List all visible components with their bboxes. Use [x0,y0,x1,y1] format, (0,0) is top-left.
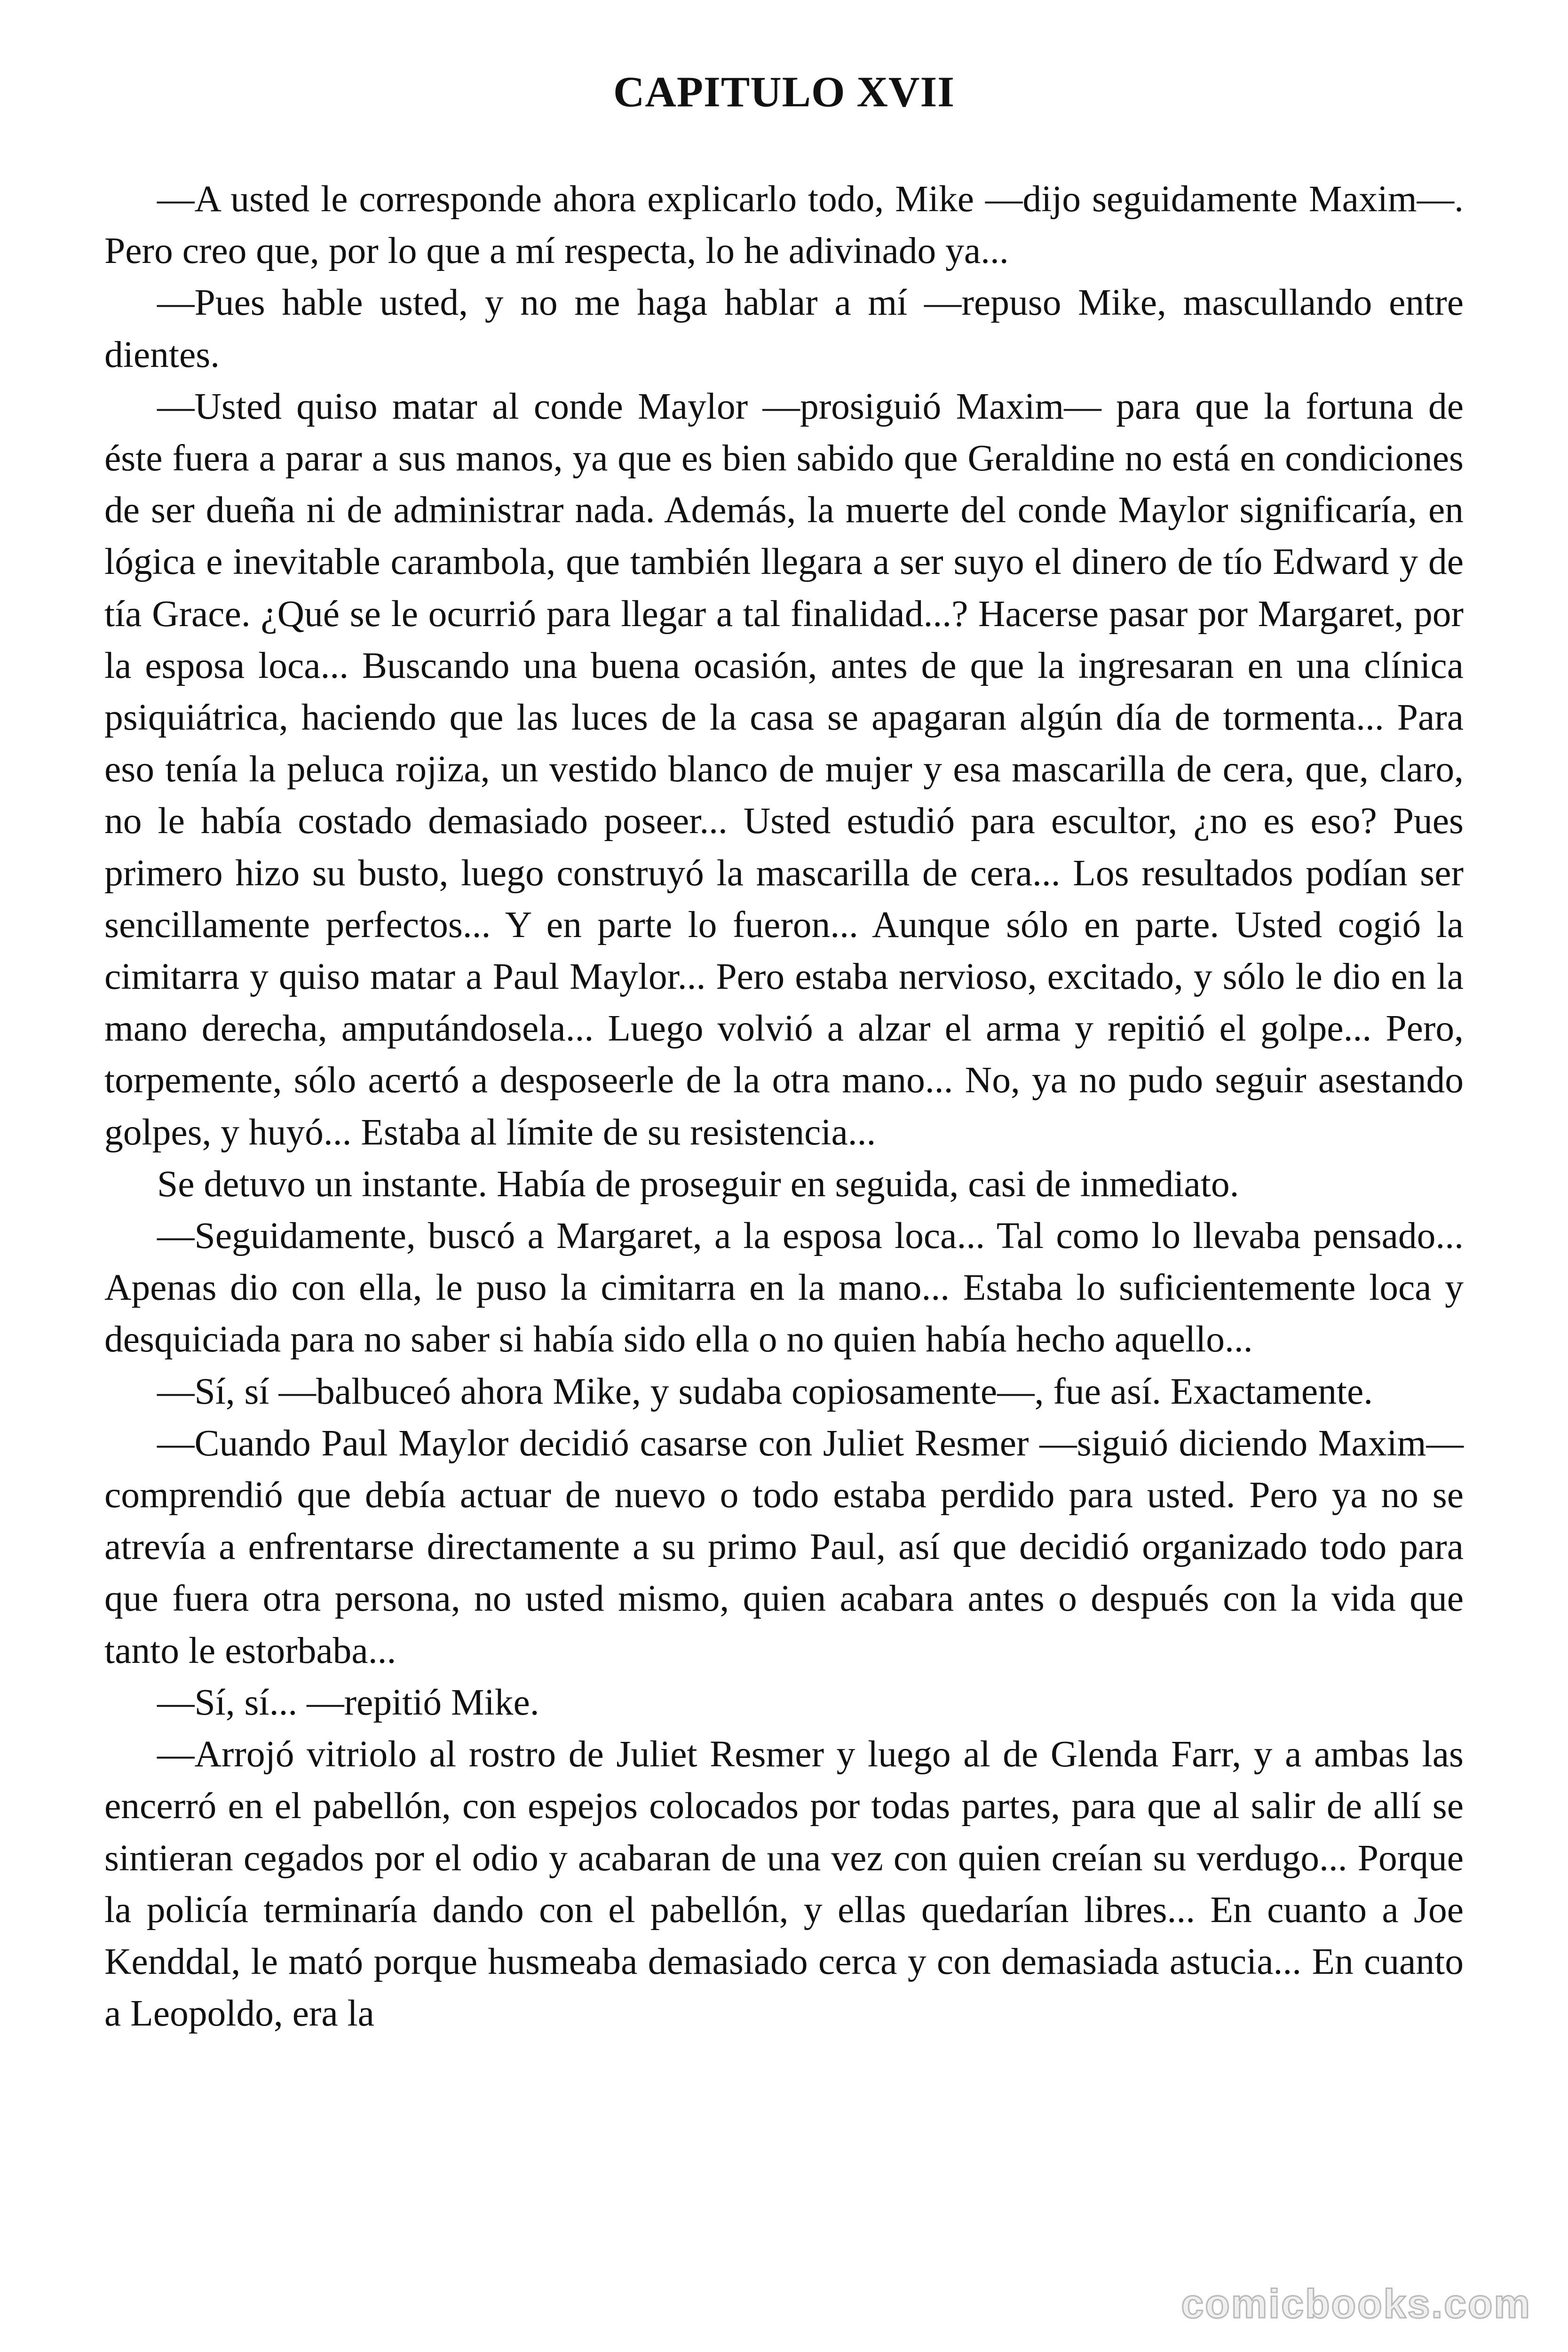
paragraph: Se detuvo un instante. Había de proseguir en seguida, casi de inmediato. [157,1163,1239,1205]
paragraph: —A usted le corresponde ahora explicarlo todo, Mike —dijo seguidamente Maxim—. Pero creo que, por lo que a mí respecta, lo he adivinado ya... [104,178,1464,272]
paragraph: —Sí, sí —balbuceó ahora Mike, y sudaba copiosamente—, fue así. Exactamente. [157,1370,1373,1412]
paragraph: —Sí, sí... —repitió Mike. [157,1681,539,1723]
chapter-title: CAPITULO XVII [613,68,955,116]
paragraph: —Arrojó vitriolo al rostro de Juliet Resmer y luego al de Glenda Farr, y a ambas las encerró en el pabellón, con espejos colocados por todas partes, para que al salir de allí se sintieran cegados por el odio y acabaran de una vez con quien creían su verdugo... Porque la policía terminaría dando con el pabellón, y ellas quedarían libres... En cuanto a Joe Kenddal, le mató porque husmeaba demasiado cerca y con demasiada astucia... En cuanto a Leopoldo, era la [104,1733,1464,2034]
paragraph: —Seguidamente, buscó a Margaret, a la esposa loca... Tal como lo llevaba pensado... Apenas dio con ella, le puso la cimitarra en la mano... Estaba lo suficientemente loca y desquiciada para no saber si había sido ella o no quien había hecho aquello... [104,1215,1464,1360]
chapter-body [104,173,1464,2039]
paragraph: —Usted quiso matar al conde Maylor —prosiguió Maxim— para que la fortuna de éste fuera a parar a sus manos, ya que es bien sabido que Geraldine no está en condiciones de ser dueña ni de administrar nada. Además, la muerte del conde Maylor significaría, en lógica e inevitable carambola, que también llegara a ser suyo el dinero de tío Edward y de tía Grace. ¿Qué se le ocurrió para llegar a tal finalidad...? Hacerse pasar por Margaret, por la esposa loca... Buscando una buena ocasión, antes de que la ingresaran en una clínica psiquiátrica, haciendo que las luces de la casa se apagaran algún día de tormenta... Para eso tenía la peluca rojiza, un vestido blanco de mujer y esa mascarilla de cera, que, claro, no le había costado demasiado poseer... Usted estudió para escultor, ¿no es eso? Pues primero hizo su busto, luego construyó la mascarilla de cera... Los resultados podían ser sencillamente perfectos... Y en parte lo fueron... Aunque sólo en parte. Usted cogió la cimitarra y quiso matar a Paul Maylor... Pero estaba nervioso, excitado, y sólo le dio en la mano derecha, amputándosela... Luego volvió a alzar el arma y repitió el golpe... Pero, torpemente, sólo acertó a desposeerle de la otra mano... No, ya no pudo seguir asestando golpes, y huyó... Estaba al límite de su resistencia... [104,385,1464,1153]
watermark: comicbooks.com [1181,2281,1531,2327]
paragraph: —Pues hable usted, y no me haga hablar a mí —repuso Mike, mascullando entre dientes. [104,282,1464,375]
paragraph: —Cuando Paul Maylor decidió casarse con Juliet Resmer —siguió diciendo Maxim— comprendió que debía actuar de nuevo o todo estaba perdido para usted. Pero ya no se atrevía a enfrentarse directamente a su primo Paul, así que decidió organizado todo para que fuera otra persona, no usted mismo, quien acabara antes o después con la vida que tanto le estorbaba... [104,1422,1464,1671]
